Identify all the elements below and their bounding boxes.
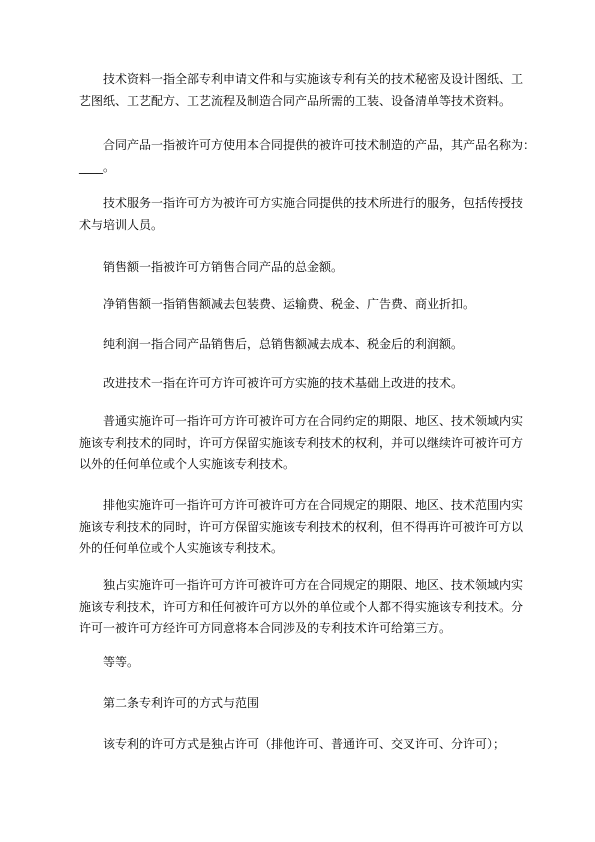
paragraph-net-sales	[0, 294, 475, 316]
paragraph-line: 销售额一指被许可方销售合同产品的总金额。	[103, 260, 344, 274]
paragraph-line: 术与培训人员。	[79, 217, 164, 232]
paragraph-line: 艺图纸、工艺配方、工艺流程及制造合同产品所需的工装、设备清单等技术资料。	[79, 93, 512, 108]
paragraph-line: 等等。	[103, 655, 140, 669]
paragraph-line: 技术资料一指全部专利申请文件和与实施该专利有关的技术秘密及设计图纸、工	[103, 72, 524, 86]
paragraph-technical-service	[0, 193, 523, 236]
paragraph-line: 独占实施许可一指许可方许可被许可方在合同规定的期限、地区、技术领域内实	[103, 578, 524, 592]
paragraph-line: 以外的任何单位或个人实施该专利技术。	[79, 457, 296, 471]
paragraph-line: 纯利润一指合同产品销售后，总销售额减去成本、税金后的利润额。	[103, 337, 464, 351]
paragraph-line: 排他实施许可一指许可方许可被许可方在合同规定的期限、地区、技术范围内实	[103, 498, 524, 512]
paragraph-contract-product	[0, 135, 535, 178]
paragraph-technical-data	[0, 69, 523, 112]
paragraph-line: 净销售额一指销售额减去包装费、运输费、税金、广告费、商业折扣。	[103, 297, 476, 311]
paragraph-line: 外的任何单位或个人实施该专利技术。	[79, 541, 284, 555]
paragraph-exclusive-license	[0, 495, 523, 560]
paragraph-line: 许可一被许可方经许可方同意将本合同涉及的专利技术许可给第三方。	[79, 621, 452, 635]
paragraph-line: 施该专利技术，许可方和任何被许可方以外的单位或个人都不得实施该专利技术。分	[79, 599, 524, 614]
paragraph-license-method	[0, 734, 505, 756]
paragraph-line: 该专利的许可方式是独占许可（排他许可、普通许可、交叉许可、分许可）；	[103, 737, 506, 751]
paragraph-sole-license	[0, 575, 523, 640]
paragraph-line: 普通实施许可一指许可方许可被许可方在合同约定的期限、地区、技术领域内实	[103, 414, 524, 428]
paragraph-improved-technology	[0, 373, 463, 395]
paragraph-line: 合同产品一指被许可方使用本合同提供的被许可技术制造的产品，其产品名称为：	[103, 138, 536, 152]
article-heading	[0, 693, 259, 715]
paragraph-line: ____。	[79, 159, 116, 174]
paragraph-net-profit	[0, 334, 463, 356]
paragraph-line: 施该专利技术的同时，许可方保留实施该专利技术的权利，并可以继续许可被许可方	[79, 435, 524, 450]
paragraph-line: 改进技术一指在许可方许可被许可方实施的技术基础上改进的技术。	[103, 376, 464, 390]
paragraph-ordinary-license	[0, 411, 523, 476]
paragraph-etc	[0, 652, 139, 674]
paragraph-line: 技术服务一指许可方为被许可方实施合同提供的技术所进行的服务，包括传授技	[103, 196, 524, 210]
paragraph-line: 施该专利技术的同时，许可方保留实施该专利技术的权利，但不得再许可被许可方以	[79, 519, 524, 534]
paragraph-sales-amount	[0, 257, 343, 279]
paragraph-line: 第二条专利许可的方式与范围	[103, 696, 260, 710]
